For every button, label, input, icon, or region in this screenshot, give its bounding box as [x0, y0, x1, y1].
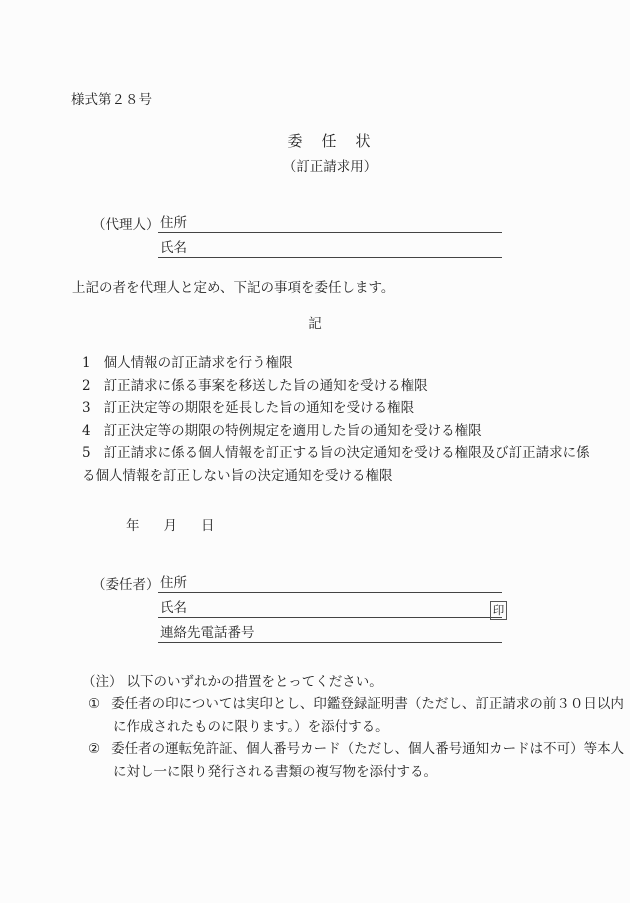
note-header-row: [82, 671, 612, 693]
delegated-item: [82, 442, 598, 487]
note-header: 以下のいずれかの措置をとってください。: [126, 674, 383, 690]
year-label: 年: [126, 518, 140, 534]
delegator-phone-label: 連絡先電話番号: [160, 625, 255, 641]
agent-label: （代理人）: [92, 217, 160, 233]
agent-name-field: [158, 236, 502, 258]
item-number: 1: [82, 355, 91, 371]
delegated-item: [82, 420, 622, 443]
day-label: 日: [201, 518, 215, 534]
declaration-text: 上記の者を代理人と定め、下記の事項を委任します。: [72, 280, 395, 296]
note-item: [88, 693, 628, 738]
item-text: 訂正請求に係る事案を移送した旨の通知を受ける権限: [103, 377, 428, 394]
note-item-number: ②: [88, 741, 101, 758]
note-item-number: ①: [88, 696, 101, 713]
document-subtitle: （訂正請求用）: [282, 159, 378, 175]
document-title: 委 任 状: [287, 132, 373, 150]
item-number: 5: [82, 445, 91, 461]
delegator-address-label: 住所: [160, 575, 187, 591]
item-number: 4: [82, 422, 91, 439]
month-label: 月: [163, 518, 177, 534]
delegator-section: [92, 568, 505, 643]
seal-box: [490, 601, 507, 620]
delegator-label: （委任者）: [92, 577, 160, 593]
delegated-item: [82, 375, 622, 398]
delegator-name-field: [158, 596, 505, 618]
delegator-address-field: [158, 571, 502, 593]
agent-name-label: 氏名: [160, 240, 187, 256]
delegator-phone-field: [158, 621, 502, 643]
note-item: [88, 738, 628, 783]
note-item-text: 委任者の印については実印とし、印鑑登録証明書（ただし、訂正請求の前３０日以内に作成されたものに限ります。）を添付する。: [111, 696, 624, 735]
note-item-text: 委任者の運転免許証、個人番号カード（ただし、個人番号通知カードは不可）等本人に対し一に限り発行される書類の複写物を添付する。: [111, 741, 625, 780]
agent-address-label: 住所: [160, 215, 187, 231]
item-text: 訂正決定等の期限の特例規定を適用した旨の通知を受ける権限: [103, 422, 482, 439]
delegator-address-row: [92, 568, 502, 593]
delegator-phone-row: [92, 618, 502, 643]
delegated-items-list: [82, 352, 622, 487]
date-line: [126, 514, 215, 534]
agent-address-row: [92, 208, 502, 233]
form-number: 様式第２８号: [71, 92, 152, 108]
agent-section: [92, 208, 502, 258]
title-block: [30, 128, 630, 180]
seal-mark: 印: [492, 603, 505, 617]
delegated-item: [82, 397, 622, 420]
agent-address-field: [158, 211, 502, 233]
item-number: 3: [82, 400, 91, 416]
delegated-item: [82, 352, 622, 375]
note-label: （注）: [82, 674, 123, 690]
item-text: 訂正請求に係る個人情報を訂正する旨の決定通知を受ける権限及び訂正請求に係る個人情報を訂正しない旨の決定通知を受ける権限: [82, 445, 590, 484]
item-text: 個人情報の訂正請求を行う権限: [103, 355, 293, 371]
agent-name-row: [92, 233, 502, 258]
item-text: 訂正決定等の期限を延長した旨の通知を受ける権限: [103, 400, 415, 416]
list-header: 記: [308, 316, 322, 332]
delegator-name-row: [92, 593, 505, 618]
notes-section: [82, 671, 625, 783]
delegator-name-label: 氏名: [160, 600, 187, 616]
item-number: 2: [82, 377, 91, 394]
